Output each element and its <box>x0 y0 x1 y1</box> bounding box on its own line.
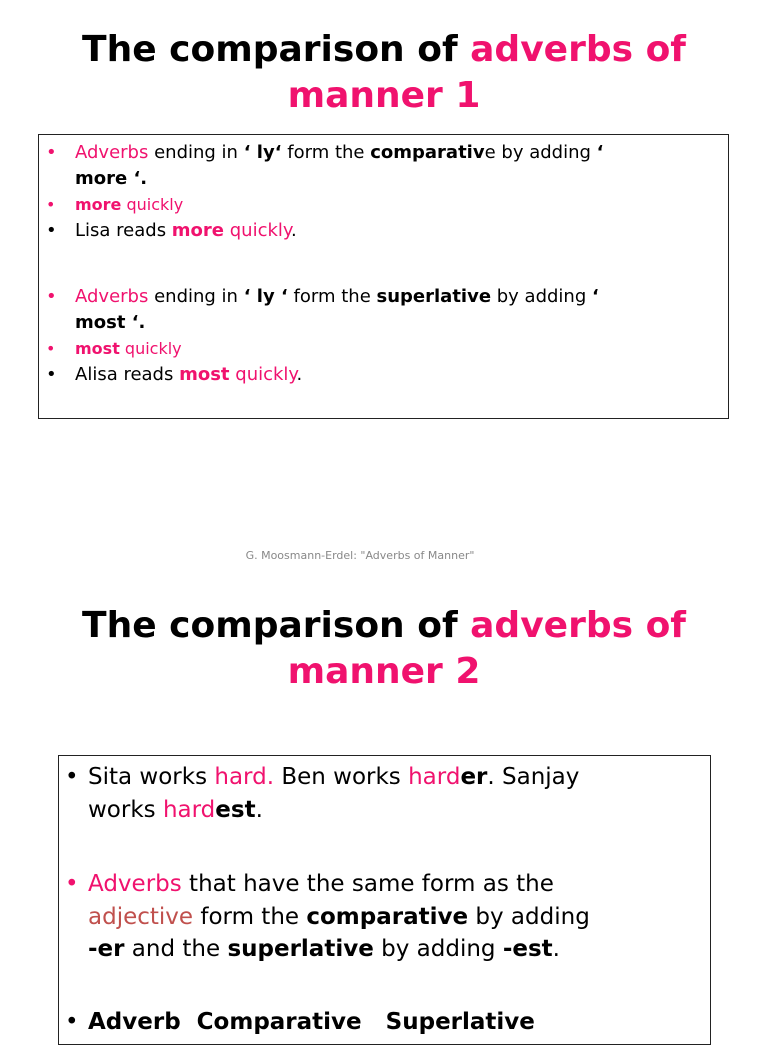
suffix-er: -er <box>88 936 125 962</box>
text-form-the: form the <box>193 903 307 930</box>
word-hard: hard. <box>214 764 275 790</box>
text-most-quoted: most ‘. <box>75 312 146 333</box>
slide2-bullet-list <box>59 761 710 1038</box>
word-quickly: quickly <box>229 364 297 385</box>
word-comparativ: comparativ <box>370 142 485 163</box>
word-quickly: quickly <box>224 220 291 241</box>
word-superlative: superlative <box>376 286 492 307</box>
slide1-title-pink-1: adverbs of <box>470 29 686 70</box>
text-quote: ‘ <box>592 286 599 307</box>
text-same-form: that have the same form as the <box>181 871 554 897</box>
text-by-adding: by adding <box>468 903 590 930</box>
slide2-title <box>0 603 768 695</box>
bullet-dot: • <box>46 339 56 358</box>
bullet-dot: • <box>65 764 79 790</box>
word-more: more <box>171 220 225 241</box>
text-period: . <box>290 220 297 241</box>
text-form-the: form the <box>287 286 377 307</box>
bullet-dot: • <box>65 871 79 897</box>
slide1-title-pink-2: manner 1 <box>287 75 481 116</box>
slide-footer-attribution: G. Moosmann-Erdel: "Adverbs of Manner" <box>245 549 475 562</box>
text-period: . <box>552 936 560 962</box>
slide2-title-pink-2: manner 2 <box>287 651 481 692</box>
bullet-dot: • <box>46 142 57 163</box>
spacer <box>59 966 710 1006</box>
bullet-dot: • <box>46 195 56 214</box>
slide1-bullet-lisa-example <box>39 218 728 244</box>
text-table-header: Adverb Comparative Superlative <box>88 1008 535 1035</box>
word-more: more <box>75 195 122 214</box>
text-ly-suffix: ‘ ly ‘ <box>243 286 288 307</box>
slide1-bullet-alisa-example <box>39 362 728 388</box>
slide1-bullet-more-quickly <box>39 192 728 218</box>
suffix-est: -est <box>502 936 553 962</box>
slide1-content-box <box>38 134 729 419</box>
text-quote: ‘ <box>596 142 604 163</box>
slide2-bullet-table-header <box>59 1006 710 1039</box>
text-sita-works: Sita works <box>88 764 215 790</box>
word-adverbs: Adverbs <box>75 142 149 163</box>
spacer <box>39 244 728 284</box>
text-more-quoted: more ‘. <box>75 168 148 189</box>
text-alisa-reads: Alisa reads <box>75 364 180 385</box>
slide1-bullet-comparative-rule <box>39 140 728 192</box>
slide1-bullet-list <box>39 140 728 388</box>
bullet-dot: • <box>46 364 57 385</box>
bullet-dot: • <box>65 1008 79 1035</box>
text-and-the: and the <box>124 936 228 962</box>
text-period: . <box>255 796 263 823</box>
word-superlative: superlative <box>227 936 374 962</box>
spacer <box>59 826 710 868</box>
text-period: . <box>296 364 303 385</box>
text-ly-suffix: ‘ ly‘ <box>243 142 282 163</box>
word-quickly: quickly <box>121 195 184 214</box>
word-adjective: adjective <box>88 903 194 930</box>
slide2-title-black: The comparison of <box>82 605 471 646</box>
slide2-content-box <box>58 755 711 1045</box>
text-ben-works: Ben works <box>274 764 409 790</box>
slide1-title-black: The comparison of <box>82 29 471 70</box>
slide1-bullet-superlative-rule <box>39 284 728 336</box>
word-adverbs: Adverbs <box>75 286 149 307</box>
text-e-by-adding: e by adding <box>484 142 597 163</box>
slide2-title-pink-1: adverbs of <box>470 605 686 646</box>
text-form-the: form the <box>281 142 371 163</box>
word-hard: hard <box>162 796 216 823</box>
word-hard: hard <box>408 764 461 790</box>
slide2-bullet-same-form-rule <box>59 868 710 966</box>
text-ending-in: ending in <box>148 286 244 307</box>
text-by-adding: by adding <box>373 936 503 962</box>
slide1-title <box>0 27 768 119</box>
bullet-dot: • <box>46 220 57 241</box>
text-by-adding: by adding <box>491 286 592 307</box>
text-ending-in: ending in <box>148 142 244 163</box>
suffix-est: est <box>215 796 256 823</box>
slide1-bullet-most-quickly <box>39 336 728 362</box>
bullet-dot: • <box>46 286 57 307</box>
word-most: most <box>179 364 230 385</box>
suffix-er: er <box>460 764 488 790</box>
word-most: most <box>75 339 120 358</box>
text-sanjay: . Sanjay <box>487 764 580 790</box>
word-adverbs: Adverbs <box>88 871 182 897</box>
text-works: works <box>88 796 163 823</box>
slide2-bullet-hard-example <box>59 761 710 826</box>
word-comparative: comparative <box>306 903 469 930</box>
word-quickly: quickly <box>119 339 182 358</box>
text-lisa-reads: Lisa reads <box>75 220 172 241</box>
